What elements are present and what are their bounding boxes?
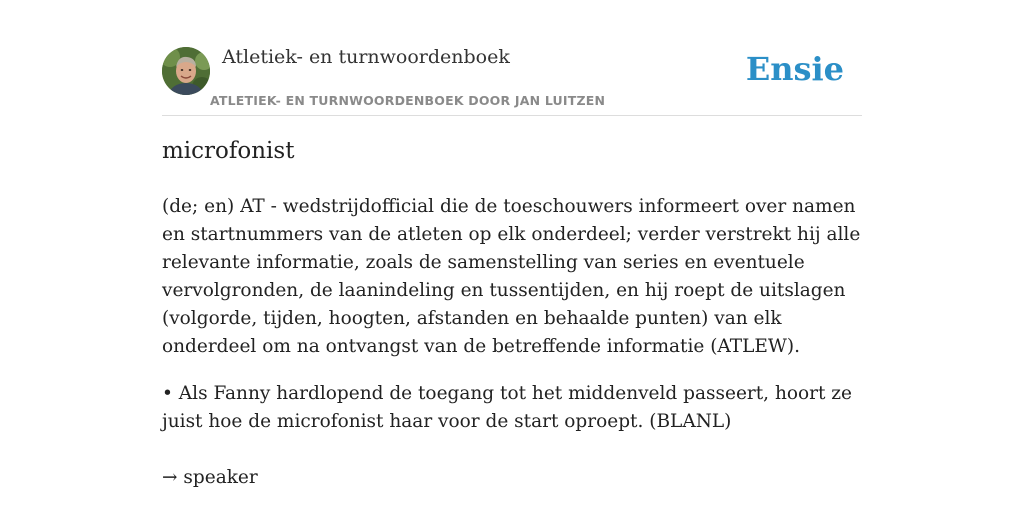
dictionary-subtitle: ATLETIEK- EN TURNWOORDENBOEK DOOR JAN LUITZEN: [210, 93, 606, 108]
dictionary-title[interactable]: Atletiek- en turnwoordenboek: [222, 46, 510, 68]
entry-definition: (de; en) AT - wedstrijdofficial die de toeschouwers informeert over namen en startnummers van de atleten op elk onderdeel; verder verstrekt hij alle relevante informatie, zoals de samenstelling van series en eventuele vervolgronden, de laanindeling en tussentijden, en hij roept de uitslagen (volgorde, tijden, hoogten, afstanden en behaalde punten) van elk onderdeel om na ontvangst van de betreffende informatie (ATLEW).: [162, 196, 861, 357]
ensie-logo[interactable]: Ensie: [745, 50, 844, 88]
author-photo-icon: [162, 47, 210, 95]
author-avatar[interactable]: [162, 47, 210, 95]
page-container: [162, 0, 862, 512]
entry-term: microfonist: [162, 138, 295, 164]
see-also: [162, 464, 258, 492]
see-also-link[interactable]: speaker: [183, 467, 258, 488]
entry-example: • Als Fanny hardlopend de toegang tot het middenveld passeert, hoort ze juist hoe de microfonist haar voor de start oproept. (BLANL): [162, 383, 852, 432]
arrow-right-icon: →: [162, 467, 178, 488]
header-divider: [162, 115, 862, 116]
